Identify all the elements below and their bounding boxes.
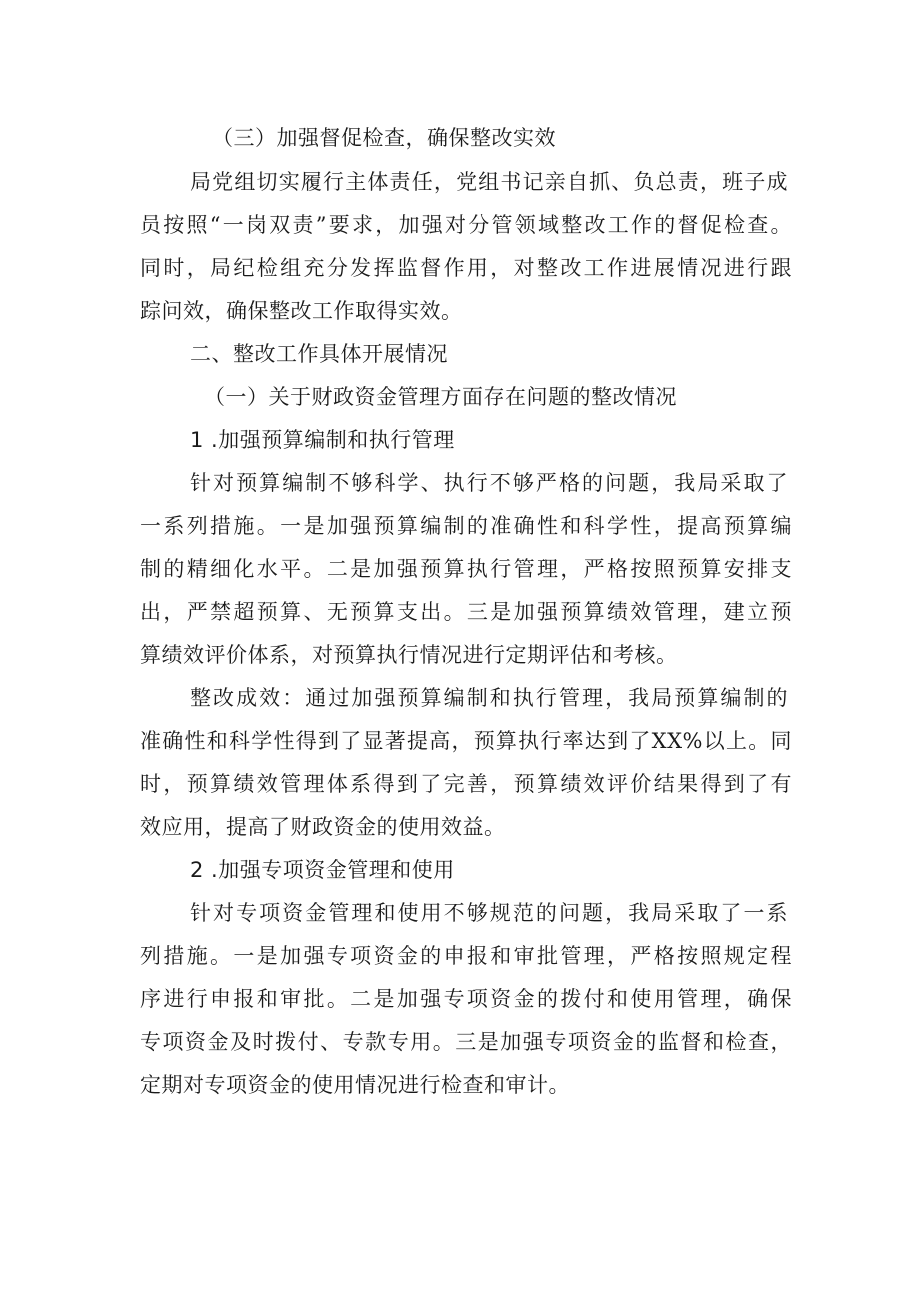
item-heading: 2 .加强专项资金管理和使用 xyxy=(190,858,455,882)
paragraph-line: 制的精细化水平。二是加强预算执行管理，严格按照预算安排支 xyxy=(140,557,792,581)
paragraph-line: 针对专项资金管理和使用不够规范的问题，我局采取了一系 xyxy=(190,901,788,925)
paragraph-line: 定期对专项资金的使用情况进行检查和审计。 xyxy=(140,1073,570,1097)
paragraph-line: 序进行申报和审批。二是加强专项资金的拨付和使用管理，确保 xyxy=(140,987,792,1011)
paragraph-line: 整改成效：通过加强预算编制和执行管理，我局预算编制的 xyxy=(190,686,788,710)
paragraph-line: 出，严禁超预算、无预算支出。三是加强预算绩效管理，建立预 xyxy=(140,600,792,624)
section-heading: （三）加强督促检查，确保整改实效 xyxy=(212,126,556,150)
paragraph-line: 列措施。一是加强专项资金的申报和审批管理，严格按照规定程 xyxy=(140,944,792,968)
paragraph-line: 踪问效，确保整改工作取得实效。 xyxy=(140,299,463,323)
part-heading: 二、整改工作具体开展情况 xyxy=(190,342,448,366)
paragraph-line: 专项资金及时拨付、专款专用。三是加强专项资金的监督和检查， xyxy=(140,1030,792,1054)
paragraph-line: 同时，局纪检组充分发挥监督作用，对整改工作进展情况进行跟 xyxy=(140,256,792,280)
paragraph-line: 员按照“一岗双责”要求，加强对分管领域整改工作的督促检查。 xyxy=(140,213,792,237)
paragraph-line: 准确性和科学性得到了显著提高，预算执行率达到了XX%以上。同 xyxy=(140,729,792,753)
paragraph-line: 局党组切实履行主体责任，党组书记亲自抓、负总责，班子成 xyxy=(190,170,788,194)
item-heading: 1 .加强预算编制和执行管理 xyxy=(190,428,455,452)
paragraph-line: 效应用，提高了财政资金的使用效益。 xyxy=(140,815,506,839)
paragraph-line: 算绩效评价体系，对预算执行情况进行定期评估和考核。 xyxy=(140,643,678,667)
subsection-heading: （一）关于财政资金管理方面存在问题的整改情况 xyxy=(204,385,677,409)
paragraph-line: 针对预算编制不够科学、执行不够严格的问题，我局采取了 xyxy=(190,471,788,495)
paragraph-line: 时，预算绩效管理体系得到了完善，预算绩效评价结果得到了有 xyxy=(140,772,792,796)
paragraph-line: 一系列措施。一是加强预算编制的准确性和科学性，提高预算编 xyxy=(140,514,792,538)
